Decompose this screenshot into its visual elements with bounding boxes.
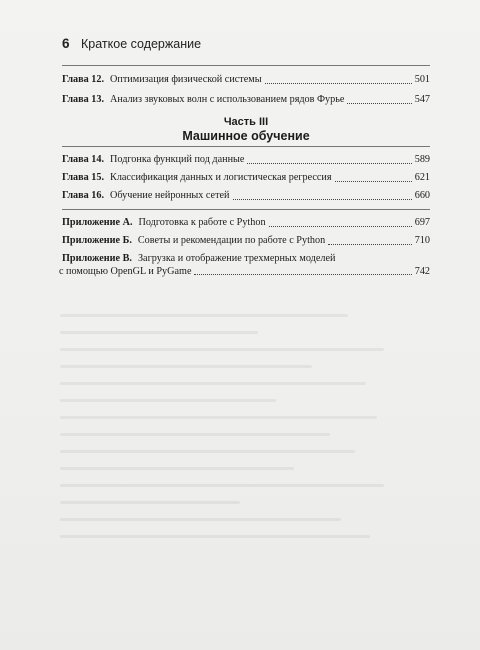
running-header	[62, 36, 201, 51]
toc-entry	[62, 172, 430, 185]
toc-entry	[58, 253, 430, 278]
toc-title: Загрузка и отображение трехмерных моделей	[137, 253, 336, 264]
toc-page: 742	[414, 265, 430, 277]
divider	[62, 209, 430, 210]
toc-title: Обучение нейронных сетей	[110, 190, 230, 201]
toc-entry	[62, 190, 430, 203]
toc-page: 660	[414, 190, 430, 201]
toc-entry	[62, 217, 430, 230]
toc-page: 589	[414, 154, 430, 165]
toc-title: Оптимизация физической системы	[110, 74, 262, 85]
toc-title: Анализ звуковых волн с использованием рядов Фурье	[110, 94, 345, 105]
toc-leader	[328, 244, 412, 245]
divider	[62, 65, 430, 66]
toc-page: 710	[414, 235, 430, 246]
toc-leader	[347, 103, 411, 104]
toc-title: Подгонка функций под данные	[110, 154, 245, 165]
toc-page: 621	[414, 172, 430, 183]
toc-title: Советы и рекомендации по работе с Python	[137, 235, 326, 246]
toc-leader	[269, 226, 412, 227]
toc-label: Приложение А.	[62, 217, 133, 228]
part-number: Часть III	[223, 116, 269, 128]
toc-label: Глава 14.	[62, 154, 105, 165]
toc-leader	[247, 163, 411, 164]
toc-label: Глава 12.	[62, 74, 105, 85]
page-number: 6	[62, 36, 70, 51]
toc-entry	[62, 94, 430, 107]
toc-label: Глава 13.	[62, 94, 105, 105]
toc-page: 697	[414, 217, 430, 228]
toc-label: Приложение В.	[62, 253, 132, 264]
toc-entry	[62, 154, 430, 167]
toc-title: Подготовка к работе с Python	[138, 217, 266, 228]
divider	[62, 146, 430, 147]
toc-entry	[62, 235, 430, 248]
part-title: Машинное обучение	[182, 129, 310, 143]
toc-leader	[233, 199, 412, 200]
toc-entry	[62, 74, 430, 87]
toc-leader	[265, 83, 412, 84]
part-heading	[62, 116, 430, 143]
toc-label: Глава 16.	[62, 190, 105, 201]
toc-label: Глава 15.	[62, 172, 105, 183]
header-title: Краткое содержание	[81, 37, 202, 51]
toc-leader	[194, 274, 411, 275]
toc-title: Классификация данных и логистическая регрессия	[110, 172, 332, 183]
toc-label: Приложение Б.	[62, 235, 132, 246]
toc-leader	[335, 181, 412, 182]
toc-page: 547	[414, 94, 430, 105]
toc-title-continued: с помощью OpenGL и PyGame	[58, 265, 192, 277]
toc-page: 501	[414, 74, 430, 85]
bleed-through-text	[60, 300, 420, 630]
